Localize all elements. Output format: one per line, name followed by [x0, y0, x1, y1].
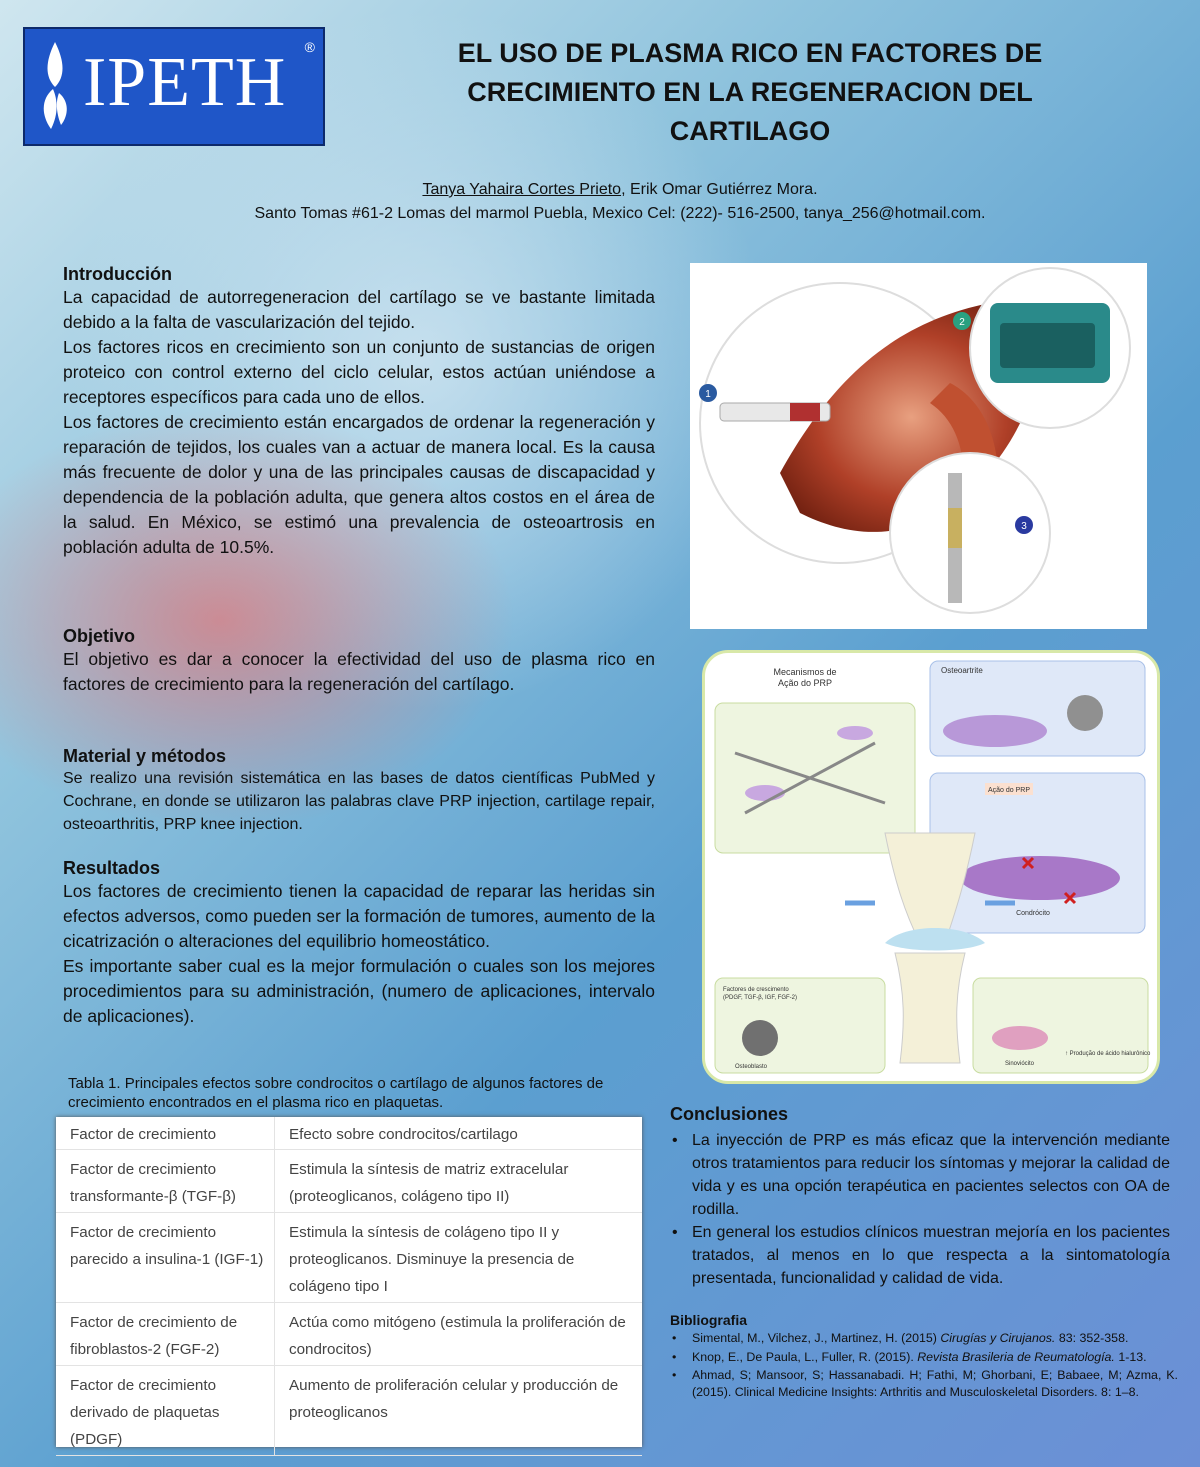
- reference-pages: 83: 352-358.: [1055, 1331, 1129, 1345]
- registered-mark: ®: [304, 39, 315, 55]
- bullet: •: [672, 1368, 677, 1382]
- objetivo-heading: Objetivo: [63, 626, 136, 646]
- osteoartrite-label: Osteoartrite: [941, 666, 983, 675]
- leaf-icon: [35, 37, 75, 137]
- step-3-label: 3: [1021, 521, 1027, 532]
- list-item: [670, 1330, 1178, 1347]
- resultados-paragraph: Los factores de crecimiento tienen la capacidad de reparar las heridas sin efectos adversos, como pueden ser la formación de tumores, aumento de la cicatrización o alteraciones del equilibrio homeostático.: [63, 881, 655, 951]
- bullet: •: [672, 1224, 678, 1241]
- factores-label-2: (PDGF, TGF-β, IGF, FGF-2): [723, 995, 798, 1001]
- condrocito-label: Condrócito: [1016, 910, 1050, 917]
- table-row: [56, 1150, 642, 1213]
- table-cell: Factor de crecimiento parecido a insulina-1 (IGF-1): [56, 1213, 275, 1303]
- produccion-label: ↑ Produção de ácido hialurônico: [1065, 1051, 1151, 1057]
- reference-pages: 1-13.: [1114, 1349, 1147, 1364]
- author-address: Santo Tomas #61-2 Lomas del marmol Puebla, Mexico Cel: (222)- 516-2500, tanya_256@hotmail.com.: [254, 205, 986, 222]
- logo-text: IPETH: [83, 44, 287, 121]
- table-cell: Factor de crecimiento derivado de plaquetas (PDGF): [56, 1366, 275, 1456]
- bullet: •: [672, 1331, 677, 1345]
- table-row: [56, 1303, 642, 1366]
- intro-heading: Introducción: [63, 264, 172, 284]
- intro-paragraph: La capacidad de autorregeneracion del cartílago se ve bastante limitada debido a la falta de vascularización del tejido.: [63, 287, 655, 332]
- intro-section: [63, 264, 655, 560]
- step-2-label: 2: [959, 317, 965, 328]
- intro-paragraph: Los factores ricos en crecimiento son un conjunto de sustancias de origen proteico con control externo del ciclo celular, estos actúan uniéndose a receptores específicos para cada uno de ellos.: [63, 337, 655, 407]
- prp-procedure-figure: [690, 263, 1147, 629]
- material-text: Se realizo una revisión sistemática en las bases de datos científicas PubMed y Cochrane, en donde se utilizaron las palabras clave PRP injection, cartilage repair, osteoarthritis, PRP knee injection.: [63, 770, 655, 833]
- intro-paragraph: Los factores de crecimiento están encargados de ordenar la regeneración y reparación de tejidos, los cuales van a actuar de manera local. Es la causa más frecuente de dolor y una de las principales causas de discapacidad y dependencia de la población adulta, que genera altos costos en el área de la salud. En México, se estimó una prevalencia de osteoartrosis en población adulta de 10.5%.: [63, 412, 655, 557]
- acao-label: Ação do PRP: [987, 787, 1031, 794]
- table-row: [56, 1366, 642, 1456]
- material-section: [63, 746, 655, 836]
- ipeth-logo: [23, 27, 325, 146]
- conclusion-text: En general los estudios clínicos muestran mejoría en los pacientes tratados, al menos en lo que respecta a la sintomatología presentada, funcionalidad y calidad de vida.: [692, 1224, 1170, 1287]
- resultados-section: [63, 858, 655, 1029]
- material-heading: Material y métodos: [63, 746, 227, 766]
- table-cell: Actúa como mitógeno (estimula la proliferación de condrocitos): [275, 1303, 643, 1366]
- step-1-label: 1: [705, 389, 711, 400]
- conclusion-text: La inyección de PRP es más eficaz que la intervención mediante otros tratamientos para reducir los síntomas y mejorar la calidad de vida y es una opción terapéutica en pacientes selectos con OA de rodilla.: [692, 1132, 1170, 1218]
- list-item: [670, 1367, 1178, 1400]
- author-secondary: , Erik Omar Gutiérrez Mora.: [621, 181, 818, 198]
- sinoviocito-label: Sinoviócito: [1005, 1061, 1035, 1067]
- table-header-cell: Efecto sobre condrocitos/cartilago: [275, 1117, 643, 1150]
- conclusiones-section: [670, 1104, 1170, 1290]
- factores-label-1: Factores de crescimento: [723, 987, 789, 993]
- bullet: •: [672, 1132, 678, 1149]
- reference-text: Simental, M., Vilchez, J., Martinez, H. (2015): [692, 1331, 941, 1345]
- poster-title: EL USO DE PLASMA RICO EN FACTORES DE CRECIMIENTO EN LA REGENERACION DEL CARTILAGO: [457, 38, 1043, 146]
- table-caption: Tabla 1. Principales efectos sobre condrocitos o cartílago de algunos factores de crecimiento encontrados en el plasma rico en plaquetas.: [68, 1075, 604, 1111]
- authors-block: [150, 178, 1090, 226]
- list-item: [670, 1349, 1178, 1366]
- list-item: [670, 1221, 1170, 1290]
- resultados-paragraph: Es importante saber cual es la mejor formulación o cuales son los mejores procedimientos para su administración, (numero de aplicaciones, intervalo de aplicaciones).: [63, 956, 655, 1026]
- list-item: [670, 1129, 1170, 1221]
- osteoblasto-label: Osteoblasto: [735, 1064, 768, 1070]
- resultados-heading: Resultados: [63, 858, 161, 878]
- table-cell: Estimula la síntesis de colágeno tipo II y proteoglicanos. Disminuye la presencia de colágeno tipo I: [275, 1213, 643, 1303]
- objetivo-text: El objetivo es dar a conocer la efectividad del uso de plasma rico en factores de crecimiento para la regeneración del cartílago.: [63, 649, 655, 694]
- mechanism-title-2: Ação do PRP: [777, 678, 833, 688]
- reference-text: Ahmad, S; Mansoor, S; Hassanabadi. H; Fathi, M; Ghorbani, E; Babaee, M; Azma, K. (2015). Clinical Medicine Insights: Arthritis and Musculoskeletal Disorders. 8: 1–8.: [692, 1368, 1178, 1399]
- table-cell: Estimula la síntesis de matriz extracelular (proteoglicanos, colágeno tipo II): [275, 1150, 643, 1213]
- table-row: [56, 1213, 642, 1303]
- table-cell: Factor de crecimiento transformante-β (TGF-β): [56, 1150, 275, 1213]
- conclusiones-heading: Conclusiones: [670, 1104, 789, 1124]
- table-header-cell: Factor de crecimiento: [56, 1117, 275, 1150]
- table-cell: Factor de crecimiento de fibroblastos-2 (FGF-2): [56, 1303, 275, 1366]
- bibliografia-section: [670, 1312, 1178, 1402]
- author-primary: Tanya Yahaira Cortes Prieto: [422, 181, 622, 198]
- reference-text: Knop, E., De Paula, L., Fuller, R. (2015).: [692, 1349, 918, 1364]
- bullet: •: [672, 1349, 677, 1364]
- growth-factor-table: [56, 1117, 642, 1447]
- reference-journal: Revista Brasileria de Reumatología.: [917, 1349, 1115, 1364]
- mechanism-title-1: Mecanismos de: [773, 667, 837, 677]
- mechanism-figure: [702, 650, 1160, 1084]
- table-cell: Aumento de proliferación celular y producción de proteoglicanos: [275, 1366, 643, 1456]
- prp-procedure-illustration: [690, 263, 1147, 629]
- bibliografia-heading: Bibliografia: [670, 1312, 748, 1328]
- table-header-row: [56, 1117, 642, 1150]
- reference-journal: Cirugías y Cirujanos.: [940, 1331, 1056, 1345]
- prp-mechanism-diagram: [705, 653, 1157, 1081]
- objetivo-section: [63, 626, 655, 697]
